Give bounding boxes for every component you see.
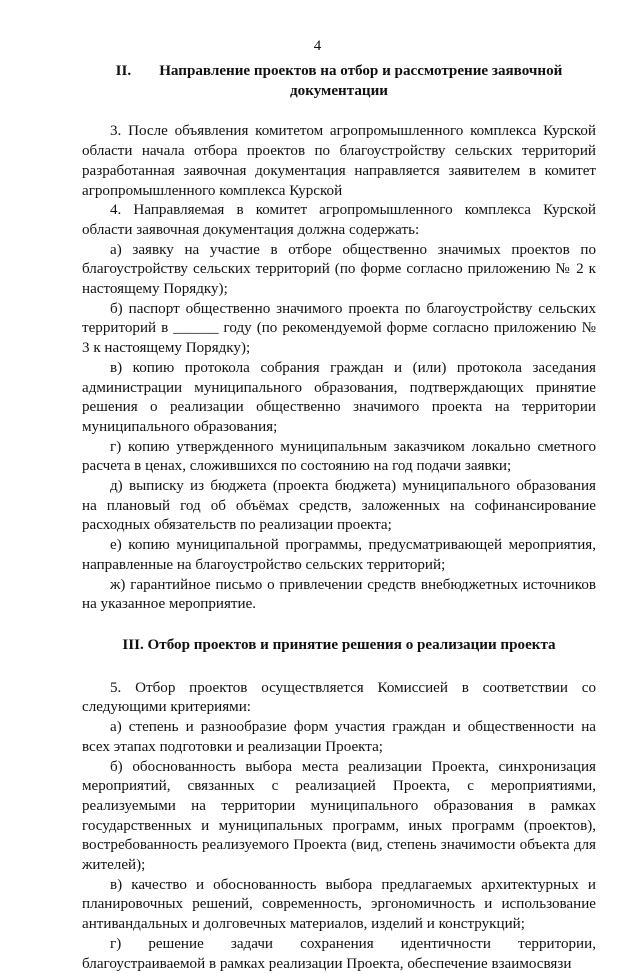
criterion-v: в) качество и обоснованность выбора предлагаемых архитектурных и планировочных решений, современность, эргономичность и использование антивандальных и долговечных материалов, изделий и конструкций; bbox=[82, 876, 596, 933]
paragraph-4: 4. Направляемая в комитет агропромышленного комплекса Курской области заявочная документация должна содержать: bbox=[82, 202, 596, 238]
item-zh: ж) гарантийное письмо о привлечении средств внебюджетных источников на указанное мероприятие. bbox=[82, 576, 596, 613]
criterion-a: а) степень и разнообразие форм участия граждан и общественности на всех этапах подготовки и реализации Проекта; bbox=[82, 719, 596, 755]
item-b: б) паспорт общественно значимого проекта по благоустройству сельских территорий в ______ году (по рекомендуемой форме согласно приложению № 3 к настоящему Порядку); bbox=[82, 300, 596, 357]
section-2-number: II. bbox=[115, 63, 132, 79]
section-2-heading bbox=[82, 62, 596, 101]
document-body bbox=[82, 62, 596, 974]
paragraph-3: 3. После объявления комитетом агропромышленного комплекса Курской области начала отбора проектов по благоустройству сельских территорий разработанная заявочная документация направляется заявителем в комитет агропромышленного комплекса Курской bbox=[82, 123, 596, 199]
item-d: д) выписку из бюджета (проекта бюджета) муниципального образования на плановый год об объёмах средств, заложенных на софинансирование расходных обязательств по реализации проекта; bbox=[82, 478, 596, 534]
item-e: е) копию муниципальной программы, предусматривающей мероприятия, направленные на благоустройство сельских территорий; bbox=[82, 537, 596, 573]
section-3-heading: III. Отбор проектов и принятие решения о реализации проекта bbox=[122, 636, 556, 653]
item-g: г) копию утвержденного муниципальным заказчиком локально сметного расчета в ценах, сложившихся по состоянию на год подачи заявки; bbox=[82, 438, 596, 475]
item-v: в) копию протокола собрания граждан и (или) протокола заседания администрации муниципального образования, подтверждающих принятие решения о реализации общественно значимого проекта на территории муниципального образования; bbox=[82, 359, 596, 435]
criterion-b: б) обоснованность выбора места реализации Проекта, синхронизация мероприятий, связанных с реализацией Проекта, с мероприятиями, реализуемыми на территории муниципального образования в рамках государственных и муниципальных программ, иных программ (проектов), востребованность реализуемого Проекта (вид, степень значимости объекта для жителей); bbox=[82, 758, 596, 874]
section-2-title: Направление проектов на отбор и рассмотрение заявочной документации bbox=[159, 63, 563, 99]
item-a: а) заявку на участие в отборе общественно значимых проектов по благоустройству сельских территорий (по форме согласно приложению № 2 к настоящему Порядку); bbox=[82, 241, 596, 298]
paragraph-5: 5. Отбор проектов осуществляется Комиссией в соответствии со следующими критериями: bbox=[82, 679, 596, 716]
criterion-g: г) решение задачи сохранения идентичности территории, благоустраиваемой в рамках реализации Проекта, обеспечение взаимосвязи bbox=[82, 935, 596, 972]
page-number: 4 bbox=[313, 38, 322, 54]
